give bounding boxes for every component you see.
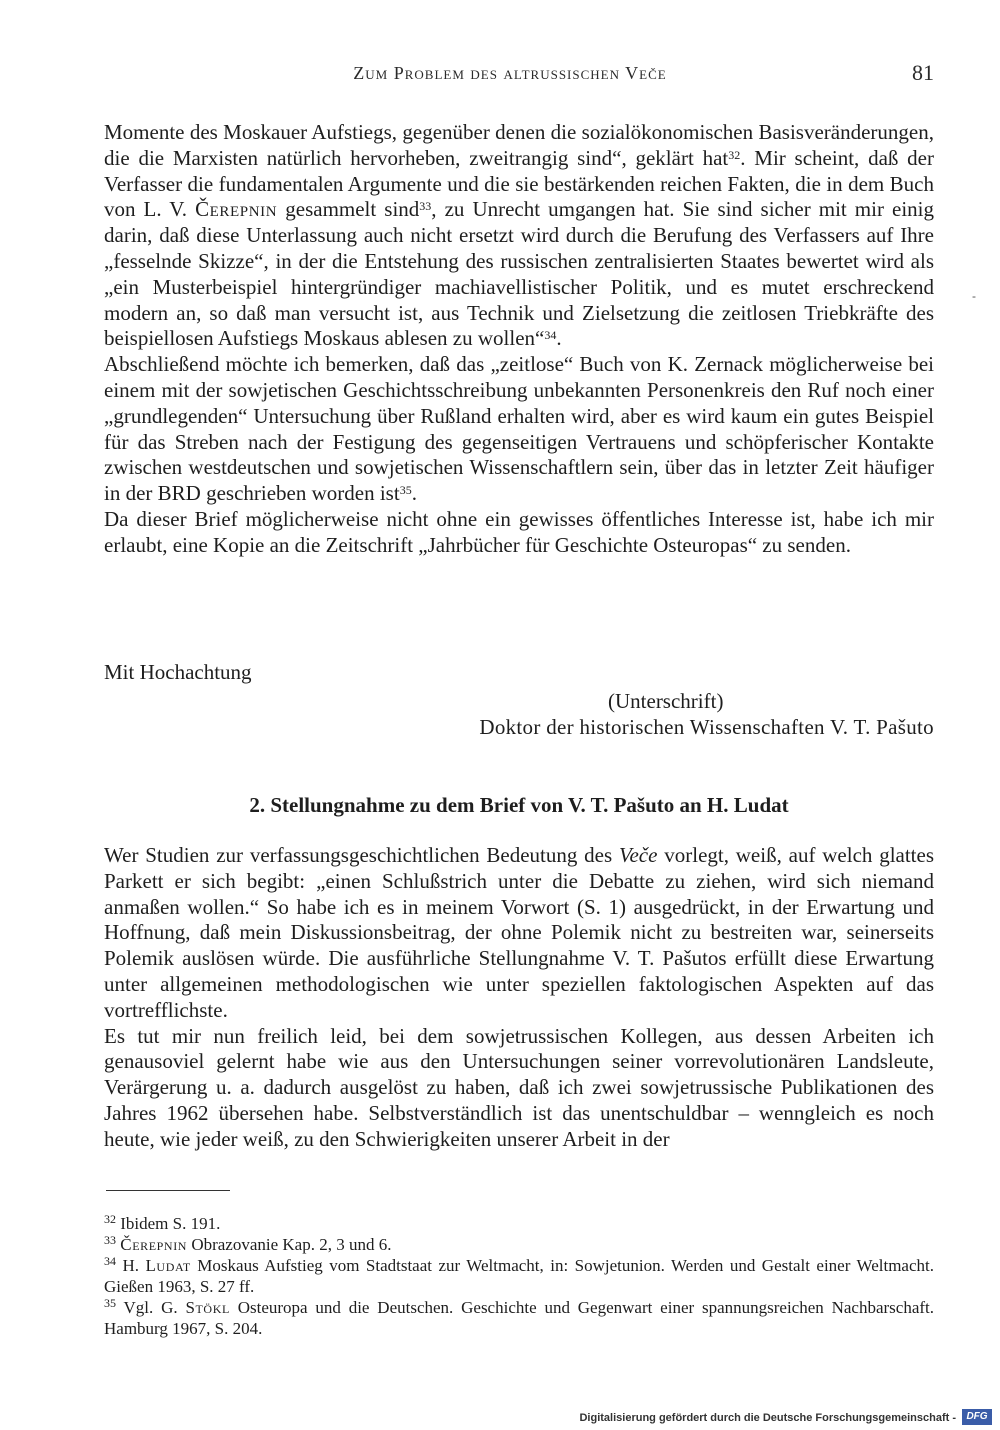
footnote: $^{34}$ H. Ludat Moskaus Aufstieg vom Stadtstaat zur Weltmacht, in: Sowjetunion. Werden und Gestalt einer Weltmacht. Gießen 1963, S. 27 ff.: [104, 1254, 935, 1296]
page-number: 81: [912, 60, 934, 85]
signature-name: Doktor der historischen Wissenschaften V. T. Pašuto: [479, 715, 934, 739]
paragraph: Abschließend möchte ich bemerken, daß das „zeitlose“ Buch von K. Zernack möglicherweise bei einem mit der sowjetischen Geschichtsschreibung unbekannten Personenkreis den Ruf noch einer „grundlegenden“ Untersuchung über Rußland erhalten wird, aber es wird kaum ein gutes Beispiel für das Streben nach der Festigung des gegenseitigen Vertrauens und schöpferischer Kontakte zwischen westdeutschen und sowjetischen Wissenschaftlern sein, über das in letzter Zeit häufiger in der BRD geschrieben worden ist$^{35}$.: [104, 352, 934, 506]
paragraph: Wer Studien zur verfassungsgeschichtlichen Bedeutung des Veče vorlegt, weiß, auf welch glattes Parkett er sich begibt: „einen Schlußstrich unter die Debatte zu ziehen, wird sich niemand anmaßen wollen.“ So habe ich es in meinem Vorwort (S. 1) ausgedrückt, in der Erwartung und Hoffnung, daß mein Diskussionsbeitrag, der ohne Polemik nicht zu bestreiten war, seinerseits Polemik auslösen würde. Die ausführliche Stellungnahme V. T. Pašutos erfüllt diese Erwartung unter allgemeinen methodologischen wie unter speziellen faktologischen Aspekten auf das vortrefflichste.: [104, 843, 935, 1022]
paragraph: Momente des Moskauer Aufstiegs, gegenüber denen die sozialökonomischen Basisveränderungen, die die Marxisten natürlich hervorheben, zweitrangig sind“, geklärt hat$^{32}$. Mir scheint, daß der Verfasser die fundamentalen Argumente und die sie bestärkenden reichen Fakten, die in dem Buch von L. V. Čerepnin gesammelt sind$^{33}$, zu Unrecht umgangen hat. Sie sind sicher mit mir einig darin, daß diese Unterlassung auch nicht ersetzt wird durch die Berufung des Verfassers auf Ihre „fesselnde Skizze“, in der die Entstehung des russischen zentralisierten Staates bewertet wird als „ein Musterbeispiel hintergründiger machiavellistischer Politik, und es mutet erschreckend modern an, so daß man versucht ist, aus Technik und Zielsetzung die zeitlosen Triebkräfte des beispiellosen Aufstiegs Moskaus ablesen zu wollen“$^{34}$.: [104, 120, 934, 351]
footnote-ref[interactable]: 32: [728, 147, 741, 162]
margin-mark: -: [972, 289, 976, 303]
response-body: [104, 843, 934, 1153]
paragraph: Es tut mir nun freilich leid, bei dem sowjetrussischen Kollegen, aus dessen Arbeiten ich genausoviel gelernt habe wie aus den Untersuchungen seiner vorrevolutionären Landsleute, Verärgerung u. a. dadurch ausgelöst zu haben, daß ich zwei sowjetrussische Publikationen des Jahres 1962 übersehen habe. Selbstverständlich ist das unentschuldbar – wenngleich es noch heute, wie jeder weiß, zu den Schwierigkeiten unserer Arbeit in der: [104, 1023, 934, 1151]
section-heading: 2. Stellungnahme zu dem Brief von V. T. Pašuto an H. Ludat: [249, 793, 789, 817]
footnote-ref[interactable]: 33: [419, 199, 432, 214]
signature-note: (Unterschrift): [608, 689, 724, 713]
footnote: $^{32}$ Ibidem S. 191.: [104, 1212, 221, 1233]
footnote-divider: [106, 1190, 230, 1191]
footnote-ref[interactable]: 35: [399, 483, 412, 498]
closing-salutation: Mit Hochachtung: [104, 660, 252, 684]
dfg-logo: DFG: [962, 1409, 992, 1425]
footnotes: [104, 1213, 934, 1339]
paragraph: Da dieser Brief möglicherweise nicht ohne ein gewisses öffentliches Interesse ist, habe ich mir erlaubt, eine Kopie an die Zeitschrift „Jahrbücher für Geschichte Osteuropas“ zu senden.: [104, 506, 934, 557]
footnote-ref[interactable]: 34: [544, 328, 557, 343]
running-title: Zum Problem des altrussischen Veče: [353, 63, 667, 83]
footnote: $^{33}$ Čerepnin Obrazovanie Kap. 2, 3 und 6.: [104, 1233, 392, 1254]
footnote: $^{35}$ Vgl. G. Stökl Osteuropa und die Deutschen. Geschichte und Gegenwart einer spannungsreichen Nachbarschaft. Hamburg 1967, S. 204.: [104, 1296, 934, 1338]
letter-body: [104, 120, 934, 559]
digitization-credit: Digitalisierung gefördert durch die Deutsche Forschungsgemeinschaft -: [579, 1412, 956, 1424]
